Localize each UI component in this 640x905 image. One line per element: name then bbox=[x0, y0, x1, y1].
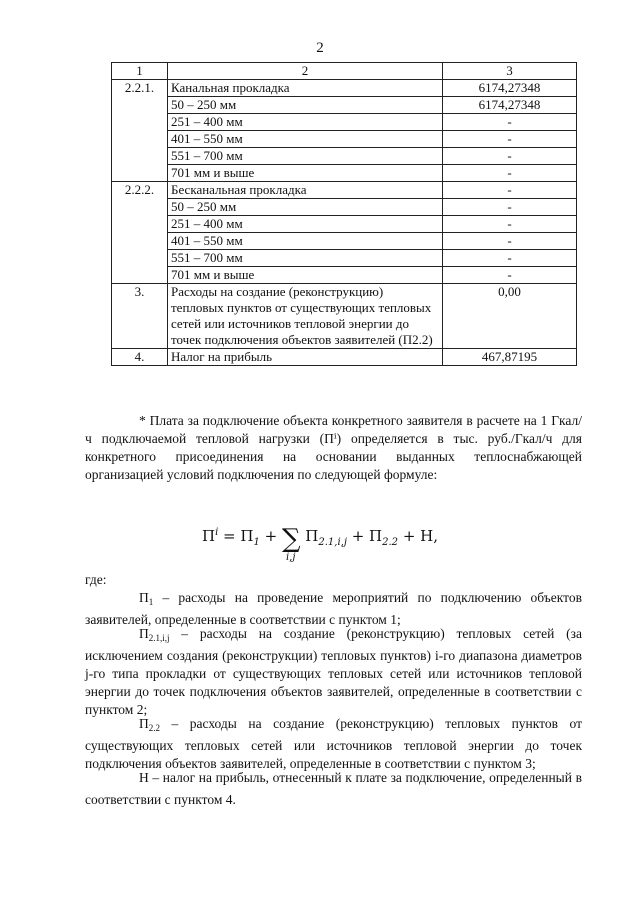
definition-symbol: П bbox=[139, 590, 149, 605]
formula-plus2: + П bbox=[346, 527, 383, 545]
table-row bbox=[112, 233, 577, 250]
table-row bbox=[112, 165, 577, 182]
definition-text: – расходы на создание (реконструкцию) тепловых пунктов от существующих тепловых сетей или источников тепловой энергии до точек подключения объектов заявителей, определенные в соответствии с пунктом 3; bbox=[85, 716, 582, 771]
row-number bbox=[112, 114, 168, 131]
formula-lhs-sup: i bbox=[215, 527, 219, 538]
formula-tail: + Н, bbox=[398, 527, 439, 545]
row-label: Бесканальная прокладка bbox=[168, 182, 443, 199]
row-number: 2.2.1. bbox=[112, 80, 168, 97]
definition-subscript: 2.2 bbox=[148, 723, 160, 733]
row-label: 701 мм и выше bbox=[168, 165, 443, 182]
formula-lhs: П bbox=[201, 527, 216, 545]
table-row bbox=[112, 199, 577, 216]
row-value: 6174,27348 bbox=[443, 80, 577, 97]
row-value: - bbox=[443, 182, 577, 199]
row-number bbox=[112, 131, 168, 148]
formula-sum-sign: ∑ bbox=[281, 524, 301, 554]
row-number bbox=[112, 216, 168, 233]
row-label: 251 – 400 мм bbox=[168, 216, 443, 233]
row-number bbox=[112, 97, 168, 114]
row-number bbox=[112, 165, 168, 182]
row-number bbox=[112, 148, 168, 165]
row-number: 2.2.2. bbox=[112, 182, 168, 199]
row-number: 3. bbox=[112, 284, 168, 349]
row-value: 6174,27348 bbox=[443, 97, 577, 114]
row-label: 551 – 700 мм bbox=[168, 148, 443, 165]
table-row bbox=[112, 148, 577, 165]
table-row bbox=[112, 97, 577, 114]
formula-p1-sub: 1 bbox=[253, 537, 260, 548]
table-row bbox=[112, 114, 577, 131]
row-label: 401 – 550 мм bbox=[168, 233, 443, 250]
page-number: 2 bbox=[316, 40, 324, 56]
header-cell: 3 bbox=[443, 63, 577, 80]
row-number bbox=[112, 199, 168, 216]
row-value: - bbox=[443, 267, 577, 284]
definition-subscript: 1 bbox=[148, 597, 154, 607]
row-value: - bbox=[443, 199, 577, 216]
row-label: 551 – 700 мм bbox=[168, 250, 443, 267]
formula bbox=[0, 524, 640, 563]
row-number bbox=[112, 250, 168, 267]
note-paragraph: * Плата за подключение объекта конкретного заявителя в расчете на 1 Гкал/ч подключаемой тепловой нагрузки (Пⁱ) определяется в тыс. руб./Гкал/ч для конкретного присоединения на основании выданных теплоснабжающей организацией условий подключения по следующей формуле: bbox=[85, 413, 582, 482]
row-value: - bbox=[443, 216, 577, 233]
row-number bbox=[112, 233, 168, 250]
definition-p1 bbox=[85, 589, 582, 629]
definition-p22 bbox=[85, 715, 582, 773]
table-row bbox=[112, 267, 577, 284]
formula-p21-sub: 2.1,i,j bbox=[318, 537, 347, 548]
row-label: 401 – 550 мм bbox=[168, 131, 443, 148]
where-label: где: bbox=[85, 572, 107, 587]
definition-symbol: П bbox=[139, 626, 149, 641]
row-value: 0,00 bbox=[443, 284, 577, 349]
header-cell: 2 bbox=[168, 63, 443, 80]
row-value: 467,87195 bbox=[443, 349, 577, 366]
formula-eq: = П bbox=[223, 527, 254, 545]
row-label: 701 мм и выше bbox=[168, 267, 443, 284]
header-cell: 1 bbox=[112, 63, 168, 80]
table-header-row bbox=[112, 63, 577, 80]
definition-symbol: П bbox=[139, 716, 149, 731]
formula-sum-sub: i,j bbox=[285, 552, 296, 563]
definition-p21 bbox=[85, 625, 582, 719]
formula-p22-sub: 2.2 bbox=[382, 537, 399, 548]
definition-text: – расходы на проведение мероприятий по подключению объектов заявителей, определенные в соответствии с пунктом 1; bbox=[85, 590, 582, 627]
row-number: 4. bbox=[112, 349, 168, 366]
table-row bbox=[112, 216, 577, 233]
table-row bbox=[112, 80, 577, 97]
table-row bbox=[112, 250, 577, 267]
row-label: Налог на прибыль bbox=[168, 349, 443, 366]
definition-tax bbox=[85, 769, 582, 809]
row-label: Расходы на создание (реконструкцию) тепловых пунктов от существующих тепловых сетей или источников тепловой энергии до точек подключения объектов заявителей (П2.2) bbox=[168, 284, 443, 349]
row-number bbox=[112, 267, 168, 284]
definition-text: – расходы на создание (реконструкцию) тепловых сетей (за исключением создания (реконструкции) тепловых пунктов) i-го диапазона диаметров j-го типа прокладки от существующих тепловых сетей или источников тепловой энергии до точек подключения объектов заявителей, определенные в соответствии с пунктом 2; bbox=[85, 626, 582, 717]
table-row bbox=[112, 182, 577, 199]
table-row bbox=[112, 131, 577, 148]
row-label: 50 – 250 мм bbox=[168, 199, 443, 216]
row-label: Канальная прокладка bbox=[168, 80, 443, 97]
row-value: - bbox=[443, 131, 577, 148]
definition-symbol: Н bbox=[139, 770, 149, 785]
table-row bbox=[112, 284, 577, 349]
formula-plus1: + bbox=[259, 527, 282, 545]
row-label: 251 – 400 мм bbox=[168, 114, 443, 131]
formula-p21: П bbox=[305, 527, 319, 545]
definition-text: – налог на прибыль, отнесенный к плате за подключение, определенный в соответствии с пунктом 4. bbox=[85, 770, 582, 807]
row-value: - bbox=[443, 165, 577, 182]
row-value: - bbox=[443, 114, 577, 131]
row-value: - bbox=[443, 250, 577, 267]
row-value: - bbox=[443, 233, 577, 250]
formula-sum-group bbox=[281, 524, 301, 563]
row-value: - bbox=[443, 148, 577, 165]
definition-subscript: 2.1,i,j bbox=[148, 633, 170, 643]
table-row bbox=[112, 349, 577, 366]
tariff-table bbox=[111, 62, 577, 366]
row-label: 50 – 250 мм bbox=[168, 97, 443, 114]
